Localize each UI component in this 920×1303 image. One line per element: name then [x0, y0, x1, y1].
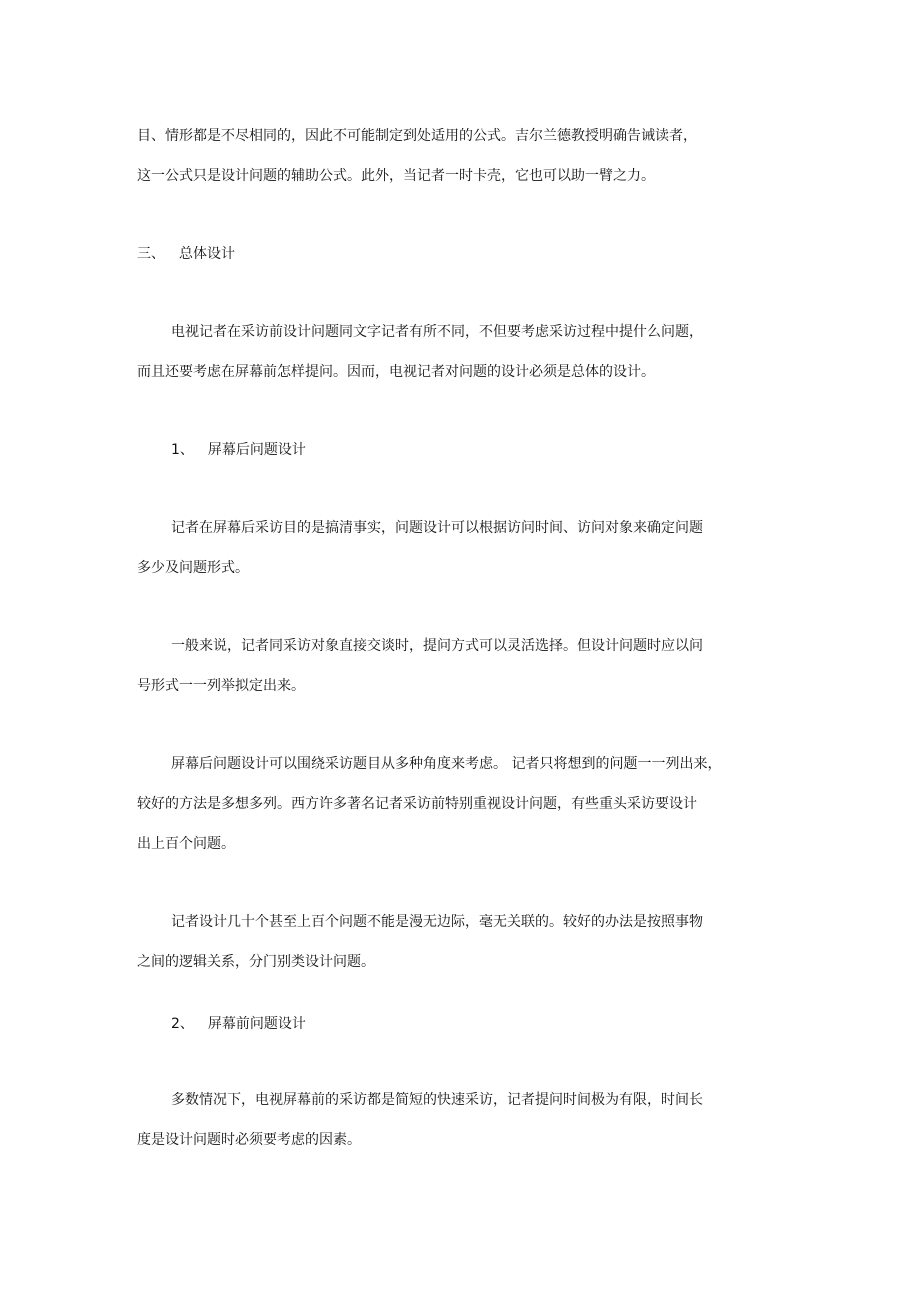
- paragraph-line: 这一公式只是设计问题的辅助公式。此外，当记者一时卡壳，它也可以助一臂之力。: [137, 168, 655, 184]
- paragraph-line: 之间的逻辑关系，分门别类设计问题。: [137, 954, 375, 970]
- paragraph-line: 号形式一一列举拟定出来。: [137, 678, 305, 694]
- paragraph-line: 多少及问题形式。: [137, 560, 249, 576]
- paragraph-line: 目、情形都是不尽相同的，因此不可能制定到处适用的公式。吉尔兰德教授明确告诫读者，: [137, 128, 697, 144]
- section-number: 三、: [137, 246, 165, 262]
- subsection-title: 屏幕后问题设计: [207, 442, 306, 458]
- paragraph-line: 多数情况下，电视屏幕前的采访都是简短的快速采访，记者提问时间极为有限，时间长: [171, 1092, 703, 1108]
- paragraph-line: 度是设计问题时必须要考虑的因素。: [137, 1132, 361, 1148]
- paragraph-line: 较好的方法是多想多列。西方许多著名记者采访前特别重视设计问题，有些重头采访要设计: [137, 796, 697, 812]
- section-heading: [137, 244, 235, 264]
- subsection-number: 2、: [171, 1016, 194, 1032]
- paragraph-line: 屏幕后问题设计可以围绕采访题目从多种角度来考虑。 记者只将想到的问题一一列出来，: [171, 756, 722, 772]
- section-title: 总体设计: [179, 246, 235, 262]
- subsection-heading: [171, 1014, 306, 1034]
- subsection-title: 屏幕前问题设计: [207, 1016, 306, 1032]
- subsection-heading: [171, 440, 306, 460]
- paragraph-line: 记者设计几十个甚至上百个问题不能是漫无边际，毫无关联的。较好的办法是按照事物: [171, 914, 703, 930]
- paragraph-line: 出上百个问题。: [137, 836, 235, 852]
- subsection-number: 1、: [171, 442, 194, 458]
- paragraph-line: 记者在屏幕后采访目的是搞清事实，问题设计可以根据访问时间、访问对象来确定问题: [171, 520, 703, 536]
- paragraph-line: 而且还要考虑在屏幕前怎样提问。因而，电视记者对问题的设计必须是总体的设计。: [137, 364, 655, 380]
- paragraph-line: 电视记者在采访前设计问题同文字记者有所不同，不但要考虑采访过程中提什么问题，: [171, 324, 703, 340]
- paragraph-line: 一般来说，记者同采访对象直接交谈时，提问方式可以灵活选择。但设计问题时应以问: [171, 638, 703, 654]
